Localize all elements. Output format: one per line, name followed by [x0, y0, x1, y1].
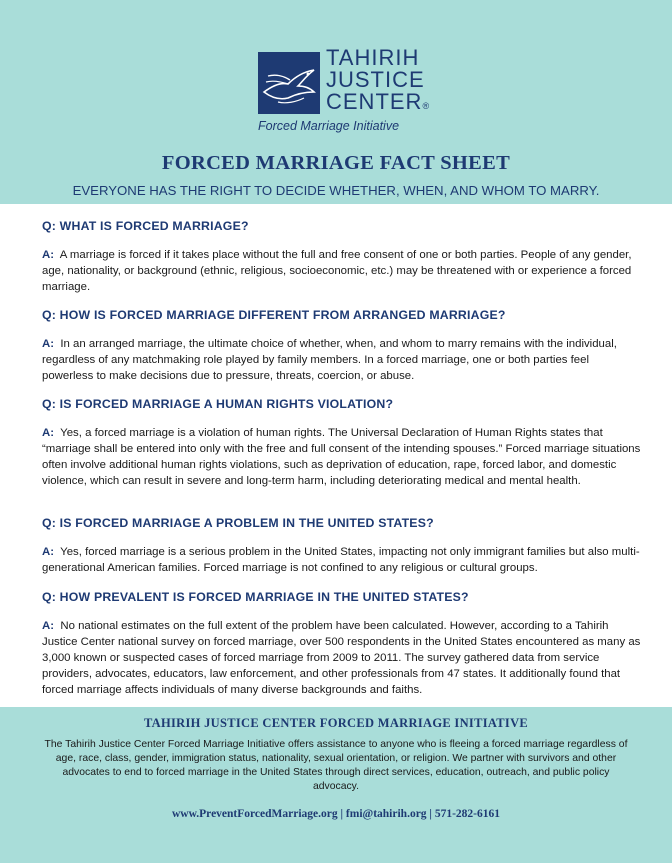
answer-label: A: [42, 249, 55, 261]
page-title: FORCED MARRIAGE FACT SHEET [161, 152, 511, 174]
question: Q: WHAT IS FORCED MARRIAGE? [42, 219, 249, 233]
footer-contact: www.PreventForcedMarriage.org | fmi@tahirih.org | 571-282-6161 [172, 808, 500, 820]
answer [42, 247, 642, 295]
footer-body: The Tahirih Justice Center Forced Marriage Initiative offers assistance to anyone who is fleeing a forced marriage regardless of age, race, class, gender, immigration status, nationality, sexual orientation, or religion. We partner with survivors and other advocates to end to forced marriage in the United States through direct services, education, outreach, and public policy advocacy. [44, 739, 628, 792]
question: Q: IS FORCED MARRIAGE A PROBLEM IN THE UNITED STATES? [42, 516, 434, 530]
qa-block-2 [42, 308, 642, 384]
logo-line-2: JUSTICE [326, 67, 425, 92]
question: Q: HOW PREVALENT IS FORCED MARRIAGE IN THE UNITED STATES? [42, 590, 469, 604]
answer-text: No national estimates on the full extent of the problem have been calculated. However, according to a Tahirih Justice Center national survey on forced marriage, over 500 respondents in the United States encountered as many as 3,000 known or suspected cases of forced marriage from 2009 to 2011. The survey gathered data from service providers, advocates, educators, law enforcement, and other professionals from 47 states. It additionally found that forced marriage affects individuals of many diverse backgrounds and faiths. [42, 620, 641, 696]
answer-text: Yes, a forced marriage is a violation of human rights. The Universal Declaration of Human Rights states that “marriage shall be entered into only with the free and full consent of the intending spouses.” Forced marriage situations often involve additional human rights violations, such as deprivation of education, rape, forced labor, and domestic violence, which can result in severe and long-term harm, including deteriorating medical and mental health. [42, 427, 641, 487]
logo-wordmark [326, 47, 430, 117]
footer-band [0, 707, 672, 863]
answer-text: A marriage is forced if it takes place without the full and free consent of one or both parties. People of any gender, age, nationality, or background (ethnic, religious, socioeconomic, etc.) may be threatened with or experience a forced marriage. [42, 249, 632, 293]
registered-mark: ® [422, 101, 431, 111]
answer-label: A: [42, 620, 55, 632]
answer [42, 336, 642, 384]
logo-line-1: TAHIRIH [326, 45, 420, 70]
answer-label: A: [42, 546, 55, 558]
qa-block-3 [42, 397, 642, 489]
answer [42, 425, 642, 489]
page-subtitle: EVERYONE HAS THE RIGHT TO DECIDE WHETHER, WHEN, AND WHOM TO MARRY. [72, 183, 600, 198]
qa-block-5 [42, 590, 642, 698]
logo-line-3-text: CENTER [326, 89, 423, 114]
initiative-label: Forced Marriage Initiative [258, 119, 400, 133]
qa-block-1 [42, 219, 642, 295]
answer-label: A: [42, 427, 55, 439]
header-band [0, 0, 672, 204]
qa-block-4 [42, 516, 642, 576]
logo-line-3 [326, 91, 430, 117]
answer [42, 544, 642, 576]
dove-icon [258, 52, 320, 114]
answer-label: A: [42, 338, 55, 350]
question: Q: HOW IS FORCED MARRIAGE DIFFERENT FROM ARRANGED MARRIAGE? [42, 308, 506, 322]
answer [42, 618, 642, 698]
answer-text: Yes, forced marriage is a serious problem in the United States, impacting not only immigrant families but also multi-generational American families. Forced marriage is not confined to any religious or cultural groups. [42, 546, 640, 574]
question: Q: IS FORCED MARRIAGE A HUMAN RIGHTS VIOLATION? [42, 397, 394, 411]
answer-text: In an arranged marriage, the ultimate choice of whether, when, and whom to marry remains with the individual, regardless of any matchmaking role played by family members. In a forced marriage, one or both parties feel powerless to make decisions due to pressure, threats, coercion, or abuse. [42, 338, 617, 382]
footer-title: TAHIRIH JUSTICE CENTER FORCED MARRIAGE INITIATIVE [143, 716, 529, 730]
